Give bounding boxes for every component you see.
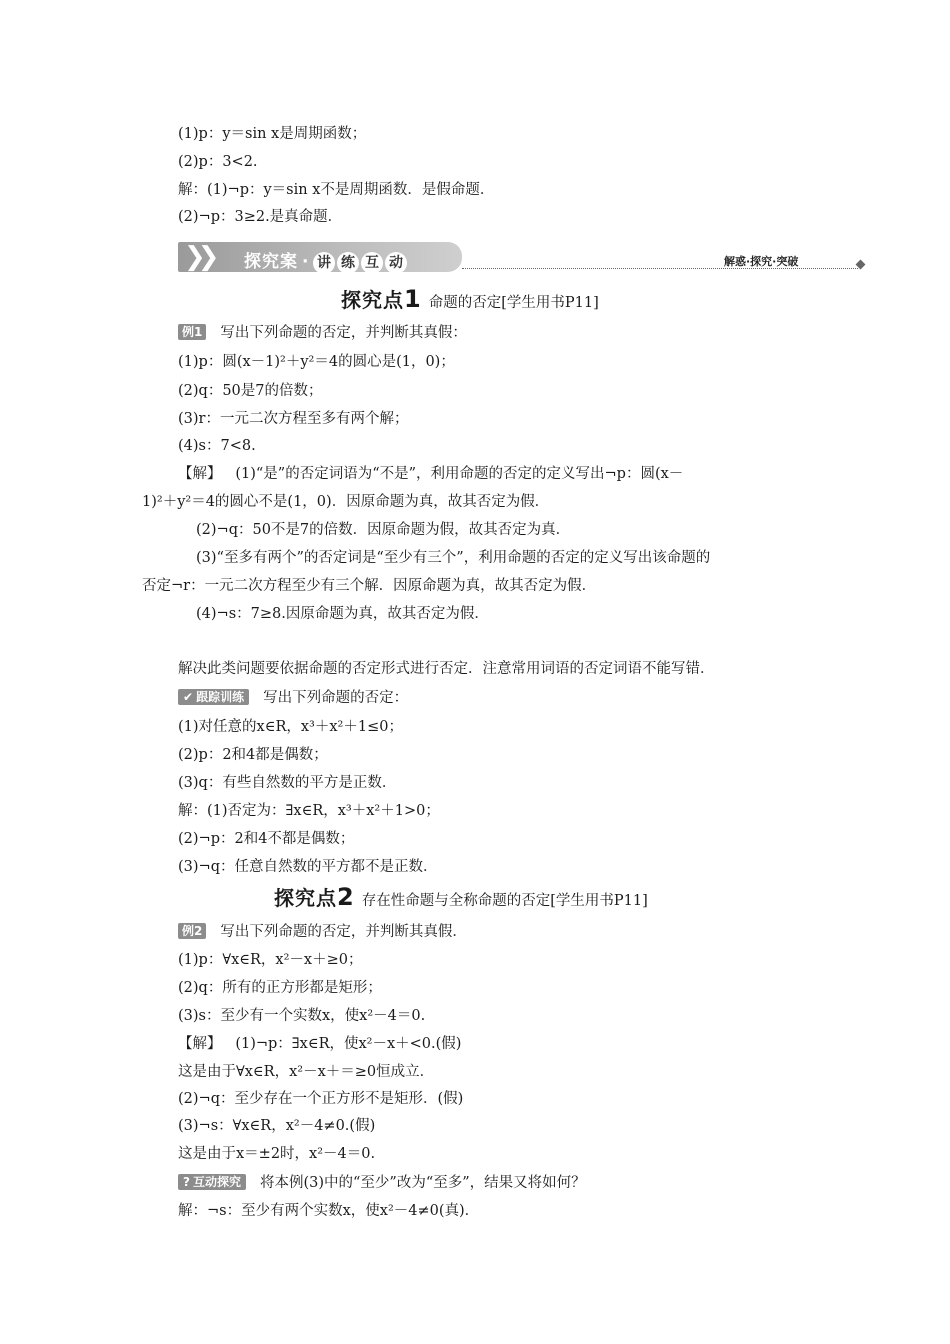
training-item: (3)¬q：任意自然数的平方都不是正数． <box>178 859 438 875</box>
intro-line-3: 解：(1)¬p：y＝sin x不是周期函数．是假命题． <box>178 182 495 198</box>
check-icon: ✔ <box>183 690 194 704</box>
training-prompt <box>178 688 408 708</box>
example-1-solution-line: (4)¬s：7≥8.因原命题为真，故其否定为假． <box>196 606 489 622</box>
solution-head: 【解】 <box>178 1036 222 1052</box>
interactive-tag <box>178 1174 246 1190</box>
training-item: (1)对任意的x∈R，x³＋x²＋1≤0； <box>178 719 403 735</box>
example-1-solution-line: (2)¬q：50不是7的倍数．因原命题为假，故其否定为真． <box>196 522 571 538</box>
training-tag-text: 跟踪训练 <box>196 690 245 704</box>
interactive-prompt-text: 将本例(3)中的“至少”改为“至多”，结果又将如何？ <box>259 1175 586 1191</box>
section-banner <box>178 242 462 272</box>
example-2-prompt-text: 写出下列命题的否定，并判断其真假． <box>220 924 467 940</box>
example-1-tag: 例1 <box>178 324 206 340</box>
example-2-item: (2)q：所有的正方形都是矩形； <box>178 980 382 996</box>
example-1-prompt-text: 写出下列命题的否定，并判断其真假： <box>220 325 467 341</box>
interactive-answer: 解：¬s：至少有两个实数x，使x²－4≠0(真)． <box>178 1203 480 1219</box>
section-1-label: 探究点 <box>341 288 404 312</box>
section-2-heading <box>274 884 648 914</box>
example-1-solution-line: 1)²＋y²＝4的圆心不是(1，0)．因原命题为真，故其否定为假． <box>142 494 550 510</box>
banner-title <box>244 247 409 274</box>
section-1-heading <box>341 286 599 316</box>
training-prompt-text: 写出下列命题的否定： <box>263 690 409 706</box>
banner-char: 互 <box>361 252 383 274</box>
section-1-title: 命题的否定[学生用书P11] <box>428 295 599 311</box>
intro-line-2: (2)p：3<2. <box>178 154 258 170</box>
example-2-solution-line: 这是由于x＝±2时，x²－4＝0. <box>178 1146 376 1162</box>
training-item: (2)p：2和4都是偶数； <box>178 747 328 763</box>
banner-title-text: 探究案 <box>244 252 298 272</box>
solution-text: (1)¬p：∃x∈R，使x²－x＋<0.(假) <box>235 1036 462 1052</box>
solution-text: (1)“是”的否定词语为“不是”，利用命题的否定的定义写出¬p：圆(x－ <box>235 466 684 482</box>
method-note: 解决此类问题要依据命题的否定形式进行否定．注意常用词语的否定词语不能写错． <box>178 661 715 677</box>
example-2-solution-line <box>178 1034 461 1054</box>
training-item: 解：(1)否定为：∃x∈R，x³＋x²＋1>0； <box>178 803 440 819</box>
banner-dotted-rule <box>462 268 858 269</box>
section-2-title: 存在性命题与全称命题的否定[学生用书P11] <box>361 893 648 909</box>
section-2-label: 探究点 <box>274 886 337 910</box>
example-2-solution-line: (2)¬q：至少存在一个正方形不是矩形．(假) <box>178 1091 464 1107</box>
example-1-solution-line <box>178 464 683 484</box>
banner-char: 练 <box>337 252 359 274</box>
interactive-prompt <box>178 1173 586 1193</box>
example-1-item: (2)q：50是7的倍数； <box>178 383 323 399</box>
intro-line-4: (2)¬p：3≥2.是真命题． <box>178 209 343 225</box>
example-1-solution-line: (3)“至多有两个”的否定词是“至少有三个”，利用命题的否定的定义写出该命题的 <box>196 550 711 566</box>
example-1-item: (3)r：一元二次方程至多有两个解； <box>178 411 409 427</box>
question-icon: ? <box>183 1175 190 1189</box>
intro-line-1: (1)p：y＝sin x是周期函数； <box>178 126 367 142</box>
training-tag <box>178 689 249 705</box>
training-item: (3)q：有些自然数的平方是正数． <box>178 775 397 791</box>
example-1-prompt <box>178 323 467 343</box>
example-2-prompt <box>178 922 467 942</box>
chevron-right-icon: ❯❯ <box>184 242 212 272</box>
banner-dot: · <box>302 252 310 272</box>
banner-char: 动 <box>385 252 407 274</box>
banner-subtitle: 解惑·探究·突破 <box>724 255 799 268</box>
example-1-solution-line: 否定¬r：一元二次方程至少有三个解．因原命题为真，故其否定为假． <box>142 578 597 594</box>
training-item: (2)¬p：2和4不都是偶数； <box>178 831 355 847</box>
example-2-solution-line: (3)¬s：∀x∈R，x²－4≠0.(假) <box>178 1118 376 1134</box>
section-2-number: 2 <box>337 883 354 911</box>
example-2-item: (3)s：至少有一个实数x，使x²－4＝0. <box>178 1008 426 1024</box>
solution-head: 【解】 <box>178 466 222 482</box>
banner-char: 讲 <box>313 252 335 274</box>
example-2-tag: 例2 <box>178 923 206 939</box>
example-1-item: (4)s：7<8. <box>178 438 256 454</box>
interactive-tag-text: 互动探究 <box>192 1175 241 1189</box>
example-1-item: (1)p：圆(x－1)²＋y²＝4的圆心是(1，0)； <box>178 354 455 370</box>
example-2-solution-line: 这是由于∀x∈R，x²－x＋＝≥0恒成立． <box>178 1064 435 1080</box>
section-1-number: 1 <box>404 285 421 313</box>
example-2-item: (1)p：∀x∈R，x²－x＋≥0； <box>178 952 363 968</box>
